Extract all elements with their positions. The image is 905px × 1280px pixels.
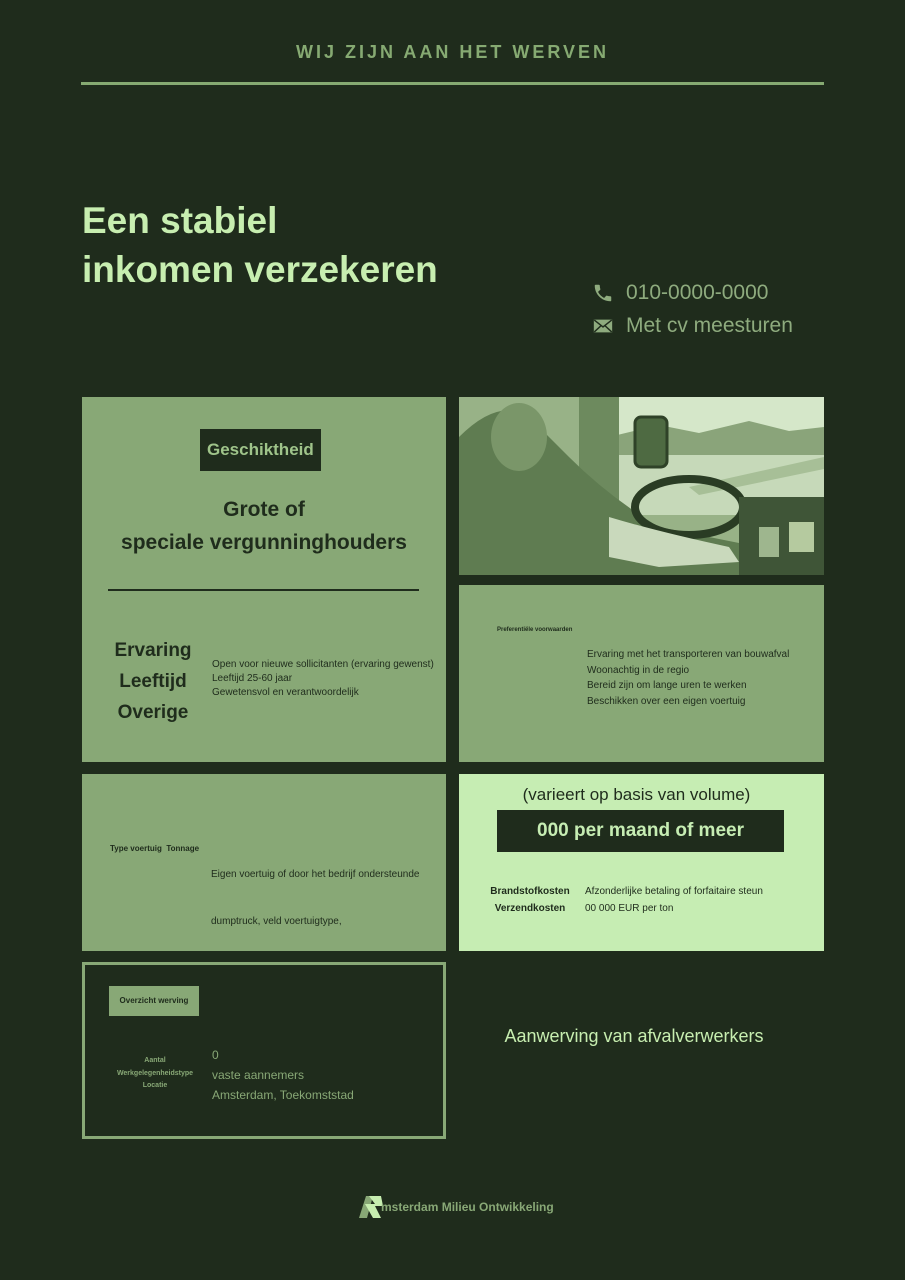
shipping-cost-value: 00 000 EUR per ton [585, 903, 674, 914]
label-other: Overige [117, 702, 189, 723]
cost-labels [487, 883, 573, 917]
phone-number: 010-0000-0000 [626, 280, 769, 304]
driver-photo [459, 397, 824, 575]
preferred-item: Woonachtig in de regio [587, 664, 690, 676]
suitability-details [212, 658, 434, 700]
fuel-cost-value: Afzonderlijke betaling of forfaitaire steun [585, 886, 763, 897]
shipping-cost-label: Verzendkosten [494, 903, 566, 914]
overview-tag: Overzicht werving [119, 996, 189, 1005]
hero-line-1: Een stabiel [82, 200, 278, 241]
preferred-item: Ervaring met het transporteren van bouwafval [587, 649, 790, 660]
vehicle-panel [82, 774, 446, 951]
tonnage-label: Tonnage [166, 844, 200, 853]
detail-age: Leeftijd 25-60 jaar [212, 673, 293, 684]
suitability-divider [108, 589, 419, 591]
fuel-cost-label: Brandstofkosten [490, 886, 570, 897]
preferred-label: Preferentiële voorwaarden [497, 627, 573, 633]
suitability-labels [92, 635, 214, 728]
phone-icon [592, 282, 614, 304]
preferred-item: Bereid zijn om lange uren te werken [587, 680, 747, 691]
pay-amount-box [497, 810, 784, 852]
eyebrow-heading: WIJ ZIJN AAN HET WERVEN [295, 42, 610, 62]
overview-value-count: 0 [212, 1048, 219, 1062]
overview-labels [107, 1055, 203, 1093]
label-age: Leeftijd [119, 671, 187, 692]
overview-values [212, 1045, 354, 1105]
contact-block [592, 276, 793, 342]
side-title: Aanwerving van afvalverwerkers [504, 1026, 764, 1046]
overview-panel [82, 962, 446, 1139]
preferred-list [587, 647, 789, 709]
vehicle-labels [110, 844, 199, 853]
cv-row[interactable] [592, 309, 793, 342]
cost-values [585, 883, 763, 917]
overview-tag-box [109, 986, 199, 1016]
vehicle-line: dumptruck, veld voertuigtype, [211, 915, 342, 927]
overview-value-type: vaste aannemers [212, 1068, 305, 1082]
suitability-title-line2: speciale vergunninghouders [121, 531, 407, 554]
suitability-title-line1: Grote of [223, 498, 305, 521]
pay-note: (varieert op basis van volume) [522, 785, 751, 804]
footer-logo [357, 1194, 554, 1220]
suitability-title [82, 493, 446, 559]
hero-headline [82, 196, 438, 294]
pay-amount: 000 per maand of meer [537, 820, 744, 841]
preferred-panel [459, 585, 824, 762]
suitability-tag: Geschiktheid [200, 429, 321, 471]
phone-row[interactable] [592, 276, 793, 309]
pay-panel [459, 774, 824, 951]
overview-label-type: Werkgelegenheidstype [116, 1069, 194, 1077]
vehicle-type-label: Type voertuig [110, 844, 162, 853]
company-name: msterdam Milieu Ontwikkeling [381, 1200, 554, 1214]
detail-experience: Open voor nieuwe sollicitanten (ervaring gewenst) [212, 659, 434, 670]
overview-label-location: Locatie [142, 1082, 168, 1089]
cv-text: Met cv meesturen [626, 313, 793, 337]
overview-label-count: Aantal [144, 1057, 166, 1064]
vehicle-line: Eigen voertuig of door het bedrijf ondersteunde [211, 869, 420, 880]
truck-driver-illustration [459, 397, 824, 575]
label-experience: Ervaring [114, 640, 192, 661]
hero-line-2: inkomen verzekeren [82, 249, 438, 290]
suitability-panel [82, 397, 446, 762]
preferred-item: Beschikken over een eigen voertuig [587, 695, 746, 707]
overview-value-location: Amsterdam, Toekomststad [212, 1088, 354, 1102]
header-divider [81, 82, 824, 85]
mail-icon [592, 315, 614, 337]
detail-other: Gewetensvol en verantwoordelijk [212, 687, 359, 698]
